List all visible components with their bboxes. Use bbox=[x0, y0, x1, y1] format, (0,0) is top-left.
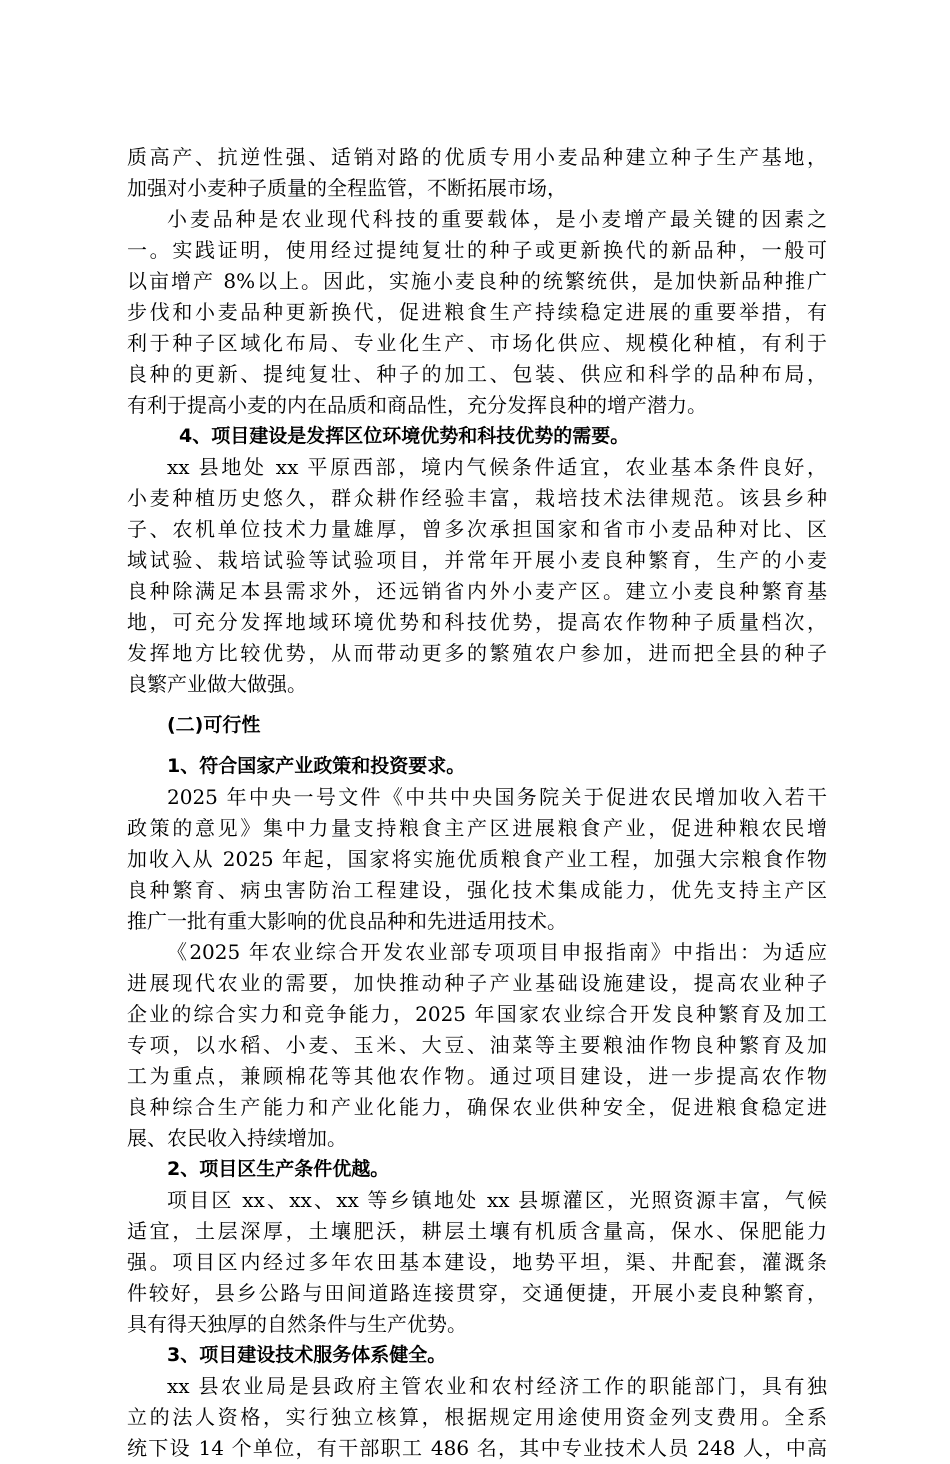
text-line: 一。实践证明，使用经过提纯复壮的种子或更新换代的新品种，一般可 bbox=[127, 238, 827, 262]
text-line: 展、农民收入持续增加。 bbox=[127, 1126, 347, 1150]
text-line: 《2025 年农业综合开发农业部专项项目申报指南》中指出：为适应 bbox=[167, 940, 827, 964]
text-line: 地，可充分发挥地域环境优势和科技优势，提高农作物种子质量档次， bbox=[127, 610, 827, 634]
text-line: 进展现代农业的需要，加快推动种子产业基础设施建设，提高农业种子 bbox=[127, 971, 827, 995]
text-line: 专项，以水稻、小麦、玉米、大豆、油菜等主要粮油作物良种繁育及加 bbox=[127, 1033, 827, 1057]
text-line: 件较好，县乡公路与田间道路连接贯穿，交通便捷，开展小麦良种繁育， bbox=[127, 1281, 827, 1305]
heading-3: 3、项目建设技术服务体系健全。 bbox=[167, 1344, 447, 1366]
text-line: 统下设 14 个单位，有干部职工 486 名，其中专业技术人员 248 人，中高 bbox=[127, 1436, 827, 1460]
text-line: 以亩增产 8%以上。因此，实施小麦良种的统繁统供，是加快新品种推广 bbox=[127, 269, 827, 293]
text-line: 项目区 xx、xx、xx 等乡镇地处 xx 县塬灌区，光照资源丰富，气候 bbox=[167, 1188, 827, 1212]
text-line: 良种除满足本县需求外，还远销省内外小麦产区。建立小麦良种繁育基 bbox=[127, 579, 827, 603]
text-line: 子、农机单位技术力量雄厚，曾多次承担国家和省市小麦品种对比、区 bbox=[127, 517, 827, 541]
section-heading: (二)可行性 bbox=[167, 714, 261, 736]
text-line: 2025 年中央一号文件《中共中央国务院关于促进农民增加收入若干 bbox=[167, 785, 827, 809]
text-line: 推广一批有重大影响的优良品种和先进适用技术。 bbox=[127, 909, 567, 933]
text-line: 政策的意见》集中力量支持粮食主产区进展粮食产业，促进种粮农民增 bbox=[127, 816, 827, 840]
text-line: 利于种子区域化布局、专业化生产、市场化供应、规模化种植，有利于 bbox=[127, 331, 827, 355]
text-line: 良种繁育、病虫害防治工程建设，强化技术集成能力，优先支持主产区 bbox=[127, 878, 827, 902]
text-line: 企业的综合实力和竞争能力，2025 年国家农业综合开发良种繁育及加工 bbox=[127, 1002, 827, 1026]
text-line: 域试验、栽培试验等试验项目，并常年开展小麦良种繁育，生产的小麦 bbox=[127, 548, 827, 572]
text-line: 质高产、抗逆性强、适销对路的优质专用小麦品种建立种子生产基地， bbox=[127, 145, 827, 169]
text-line: 小麦种植历史悠久，群众耕作经验丰富，栽培技术法律规范。该县乡种 bbox=[127, 486, 827, 510]
text-line: 小麦品种是农业现代科技的重要载体，是小麦增产最关键的因素之 bbox=[167, 207, 827, 231]
heading-2: 2、项目区生产条件优越。 bbox=[167, 1158, 390, 1180]
text-line: 强。项目区内经过多年农田基本建设，地势平坦，渠、井配套，灌溉条 bbox=[127, 1250, 827, 1274]
text-line: 有利于提高小麦的内在品质和商品性，充分发挥良种的增产潜力。 bbox=[127, 393, 707, 417]
document-body bbox=[127, 142, 827, 1464]
text-line: 步伐和小麦品种更新换代，促进粮食生产持续稳定进展的重要举措，有 bbox=[127, 300, 827, 324]
text-line: 加收入从 2025 年起，国家将实施优质粮食产业工程，加强大宗粮食作物 bbox=[127, 847, 827, 871]
text-line: 良种综合生产能力和产业化能力，确保农业供种安全，促进粮食稳定进 bbox=[127, 1095, 827, 1119]
text-line: 加强对小麦种子质量的全程监管，不断拓展市场， bbox=[127, 176, 567, 200]
heading-4: 4、项目建设是发挥区位环境优势和科技优势的需要。 bbox=[179, 425, 630, 447]
text-line: 工为重点，兼顾棉花等其他农作物。通过项目建设，进一步提高农作物 bbox=[127, 1064, 827, 1088]
text-line: xx 县地处 xx 平原西部，境内气候条件适宜，农业基本条件良好， bbox=[167, 455, 827, 479]
text-line: 适宜，土层深厚，土壤肥沃，耕层土壤有机质含量高，保水、保肥能力 bbox=[127, 1219, 827, 1243]
text-line: 具有得天独厚的自然条件与生产优势。 bbox=[127, 1312, 467, 1336]
text-line: 良繁产业做大做强。 bbox=[127, 672, 307, 696]
heading-1: 1、符合国家产业政策和投资要求。 bbox=[167, 755, 466, 777]
text-line: 立的法人资格，实行独立核算，根据规定用途使用资金列支费用。全系 bbox=[127, 1405, 827, 1429]
text-line: 良种的更新、提纯复壮、种子的加工、包装、供应和科学的品种布局， bbox=[127, 362, 827, 386]
text-line: xx 县农业局是县政府主管农业和农村经济工作的职能部门，具有独 bbox=[167, 1374, 827, 1398]
text-line: 发挥地方比较优势，从而带动更多的繁殖农户参加，进而把全县的种子 bbox=[127, 641, 827, 665]
